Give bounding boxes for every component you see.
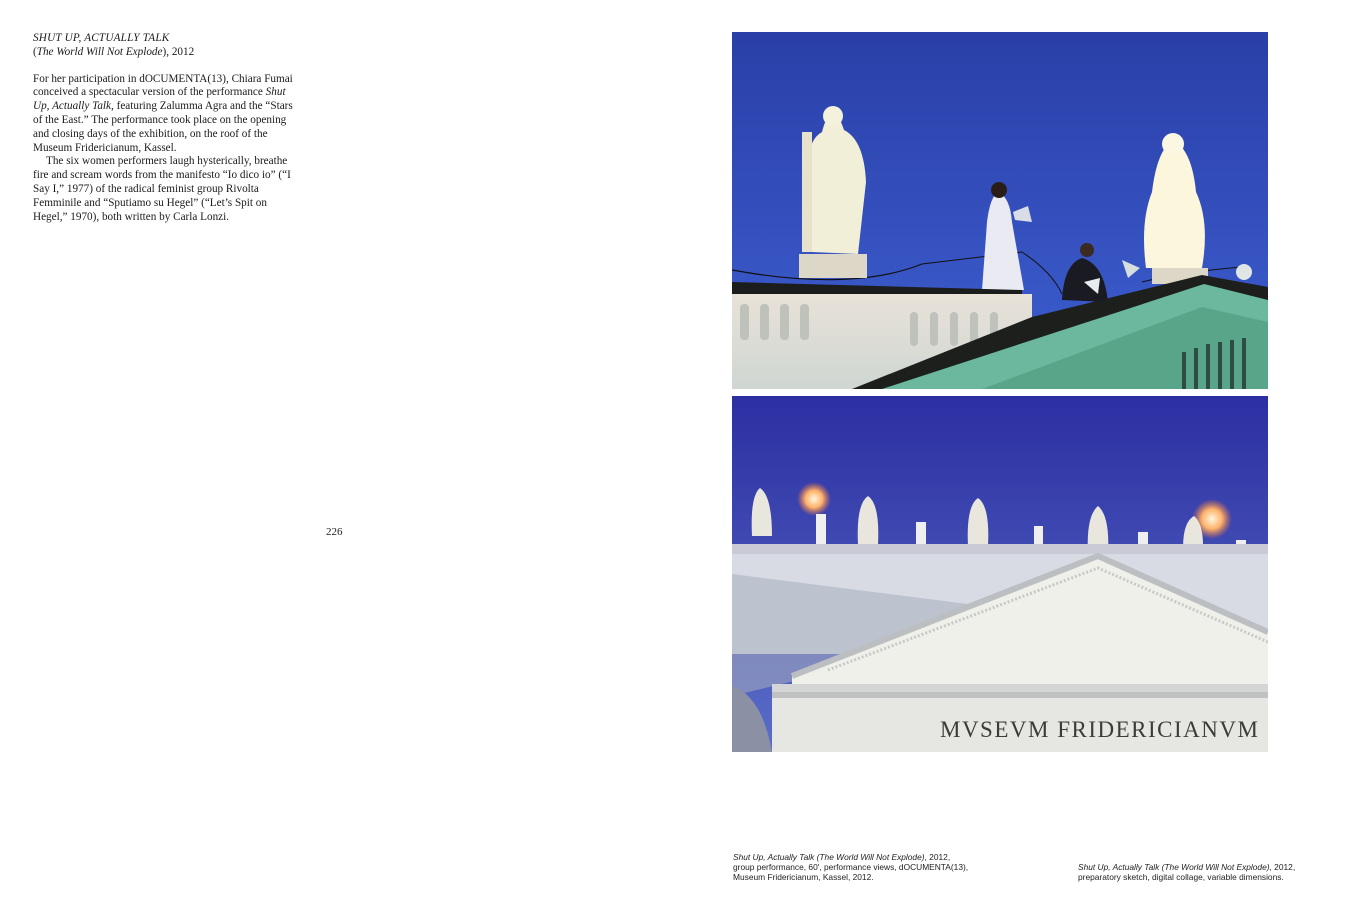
paragraph-1-italic: Shut Up, Actually Talk [33,86,286,113]
caption-1-year: , 2012, [924,852,951,862]
caption-2-year: , 2012, [1269,862,1296,872]
performance-photo-1 [732,32,1268,389]
paragraph-1-end: , featuring Zalumma Agra and the “Stars of the East.” The performance took place on the opening and closing days of the exhibition, on the roof of the Museum Fridericianum, Kassel. [33,100,293,154]
caption-1-line-2: group performance, 60', performance views, dOCUMENTA(13), [733,862,969,873]
caption-1 [733,852,1033,883]
caption-1-title: Shut Up, Actually Talk (The World Will Not Explode) [733,852,925,862]
body-text [33,73,293,225]
work-title: SHUT UP, ACTUALLY TALK [33,32,170,44]
caption-2-line-1 [1078,862,1358,872]
page-number: 226 [326,526,343,538]
paragraph-1-start: For her participation in dOCUMENTA(13), Chiara Fumai conceived a spectacular version of the performance [33,72,293,99]
facade-inscription: MVSEVM FRIDERICIANVM [940,717,1260,742]
caption-1-line-1 [733,852,1033,862]
caption-2-line-2: preparatory sketch, digital collage, variable dimensions. [1078,872,1284,883]
performance-photo-2 [732,396,1268,752]
work-subtitle: (The World Will Not Explode), 2012 [33,45,195,58]
text-block [33,32,293,224]
work-year: 2012 [171,45,195,58]
work-subtitle-italic: The World Will Not Explode [36,45,163,58]
paragraph-1 [33,73,293,156]
caption-1-line-3: Museum Fridericianum, Kassel, 2012. [733,872,874,883]
caption-2-title: Shut Up, Actually Talk (The World Will Not Explode) [1078,862,1270,872]
caption-2 [1078,862,1358,882]
paragraph-2: The six women performers laugh hysterically, breathe fire and scream words from the manifesto “Io dico io” (“I Say I,” 1977) of the radical feminist group Rivolta Femminile and “Sputiamo su Hegel” (“Let’s Spit on Hegel,” 1970), both written by Carla Lonzi. [33,155,291,223]
